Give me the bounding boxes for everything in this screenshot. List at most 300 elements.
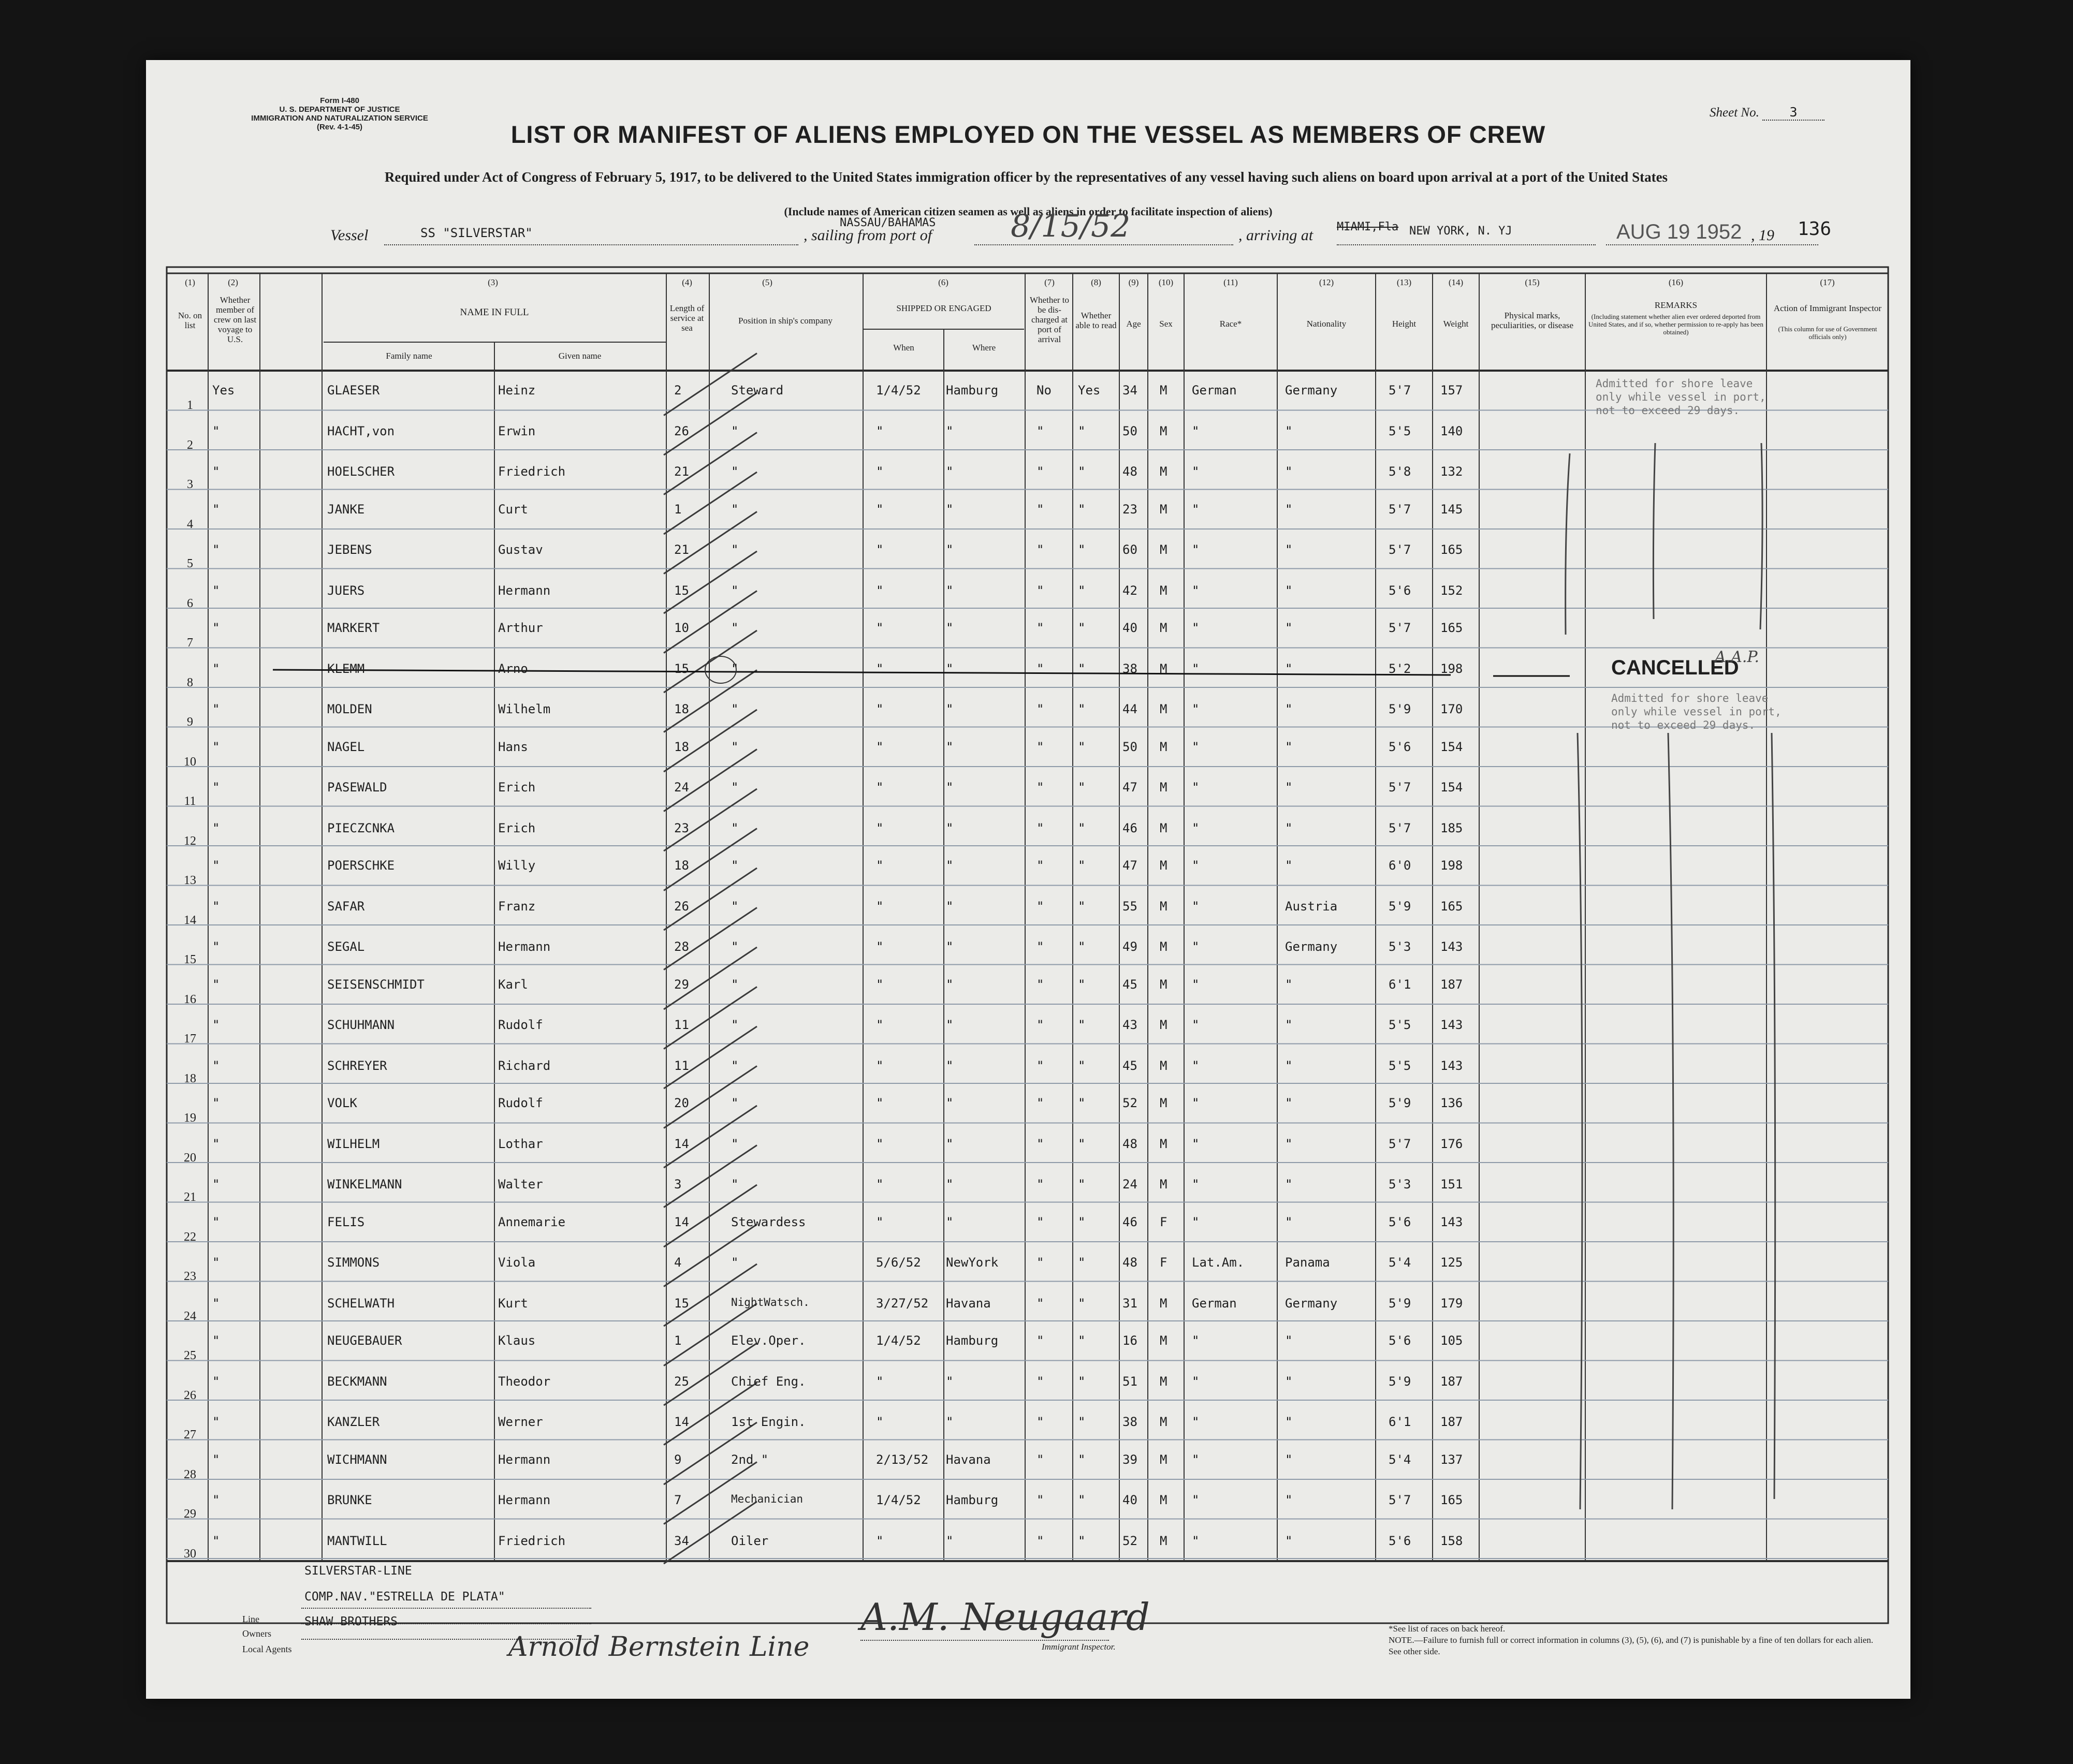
row-number: 10 — [184, 755, 196, 769]
weight: 165 — [1440, 621, 1463, 635]
member-last-voyage: " — [212, 1493, 220, 1507]
shipped-when: 2/13/52 — [876, 1452, 929, 1467]
given-name: Hermann — [498, 1452, 551, 1467]
length-of-service: 34 — [674, 1533, 689, 1548]
family-name: JUERS — [327, 583, 365, 598]
weight: 165 — [1440, 1493, 1463, 1507]
ship-position: Oiler — [731, 1533, 769, 1548]
member-last-voyage: " — [212, 621, 220, 635]
header-physical: Physical marks, peculiarities, or disease — [1491, 311, 1574, 330]
nationality: " — [1285, 1415, 1293, 1429]
header-family: Family name — [386, 351, 432, 361]
able-to-read: " — [1078, 1415, 1086, 1429]
nationality: " — [1285, 423, 1293, 438]
shipped-where: Hamburg — [946, 1333, 999, 1348]
member-last-voyage: " — [212, 899, 220, 914]
col-num: (17) — [1820, 277, 1835, 287]
footnote-races: *See list of races on back hereof. — [1389, 1624, 1506, 1634]
header-shipped: SHIPPED OR ENGAGED — [896, 303, 991, 313]
row-number: 24 — [184, 1309, 196, 1323]
sailing-label: , sailing from port of — [804, 227, 932, 244]
ship-position: " — [731, 583, 739, 598]
race: " — [1192, 1018, 1200, 1032]
age: 34 — [1122, 383, 1137, 398]
shipped-where: " — [946, 502, 954, 517]
sex: M — [1160, 502, 1167, 517]
height: 5'9 — [1389, 1096, 1411, 1110]
sex: M — [1160, 977, 1167, 992]
ship-position: " — [731, 542, 739, 557]
height: 5'5 — [1389, 1058, 1411, 1073]
sex: M — [1160, 1018, 1167, 1032]
length-of-service: 21 — [674, 542, 689, 557]
ship-position: " — [731, 464, 739, 479]
family-name: WINKELMANN — [327, 1177, 402, 1192]
height: 5'7 — [1389, 780, 1411, 795]
member-last-voyage: " — [212, 1374, 220, 1389]
row-rules — [167, 410, 1888, 1559]
given-name: Annemarie — [498, 1214, 566, 1229]
discharged: " — [1036, 702, 1044, 716]
family-name: SAFAR — [327, 899, 365, 914]
age: 47 — [1122, 858, 1137, 873]
discharged: " — [1036, 423, 1044, 438]
sex: M — [1160, 661, 1167, 676]
header-weight: Weight — [1443, 319, 1469, 329]
pen-tally-mark — [664, 1026, 757, 1089]
height: 5'7 — [1389, 1493, 1411, 1507]
header-member: Whether member of crew on last voyage to U.S. — [213, 295, 257, 344]
footer-line-label: Line — [242, 1614, 259, 1624]
year-label: , 19 — [1751, 227, 1774, 244]
ship-position: " — [731, 820, 739, 835]
nationality: " — [1285, 780, 1293, 795]
weight: 132 — [1440, 464, 1463, 479]
shipped-where: " — [946, 899, 954, 914]
age: 46 — [1122, 1214, 1137, 1229]
able-to-read: Yes — [1078, 383, 1101, 398]
shipped-where: " — [946, 1415, 954, 1429]
race: " — [1192, 1533, 1200, 1548]
family-name: BECKMANN — [327, 1374, 387, 1389]
age: 44 — [1122, 702, 1137, 716]
age: 31 — [1122, 1296, 1137, 1311]
shipped-where: " — [946, 1177, 954, 1192]
height: 5'7 — [1389, 542, 1411, 557]
weight: 176 — [1440, 1136, 1463, 1151]
discharged: " — [1036, 1177, 1044, 1192]
row-number: 2 — [187, 438, 193, 452]
sex: M — [1160, 939, 1167, 954]
able-to-read: " — [1078, 899, 1086, 914]
length-of-service: 14 — [674, 1415, 689, 1429]
length-of-service: 26 — [674, 423, 689, 438]
shipped-where: " — [946, 939, 954, 954]
ship-position: Stewardess — [731, 1214, 806, 1229]
able-to-read: " — [1078, 820, 1086, 835]
age: 45 — [1122, 977, 1137, 992]
row-number: 30 — [184, 1547, 196, 1561]
family-name: SCHELWATH — [327, 1296, 395, 1311]
ship-position: 1st Engin. — [731, 1415, 806, 1429]
discharged: " — [1036, 1533, 1044, 1548]
weight: 170 — [1440, 702, 1463, 716]
shipped-when: " — [876, 702, 884, 716]
age: 38 — [1122, 1415, 1137, 1429]
header-action: Action of Immigrant Inspector — [1773, 303, 1882, 313]
shipped-where: NewYork — [946, 1255, 999, 1270]
nationality: " — [1285, 702, 1293, 716]
given-name: Erwin — [498, 423, 536, 438]
pen-tally-mark — [664, 1502, 757, 1564]
given-name: Hans — [498, 739, 528, 754]
pen-tally-mark — [664, 908, 757, 970]
weight: 158 — [1440, 1533, 1463, 1548]
weight: 151 — [1440, 1177, 1463, 1192]
height: 5'5 — [1389, 1018, 1411, 1032]
header-sex: Sex — [1159, 319, 1173, 329]
member-last-voyage: " — [212, 858, 220, 873]
header-given: Given name — [558, 351, 602, 361]
row-number: 18 — [184, 1071, 196, 1085]
shipped-when: " — [876, 1096, 884, 1110]
weight: 185 — [1440, 820, 1463, 835]
age: 43 — [1122, 1018, 1137, 1032]
length-of-service: 1 — [674, 1333, 682, 1348]
inspector-initials: A.A.P. — [1715, 648, 1760, 666]
length-of-service: 18 — [674, 739, 689, 754]
ship-position: " — [731, 1177, 739, 1192]
discharged: " — [1036, 464, 1044, 479]
able-to-read: " — [1078, 464, 1086, 479]
member-last-voyage: " — [212, 1214, 220, 1229]
race: " — [1192, 1374, 1200, 1389]
member-last-voyage: " — [212, 542, 220, 557]
shipped-where: " — [946, 583, 954, 598]
row-number: 15 — [184, 953, 196, 966]
member-last-voyage: " — [212, 977, 220, 992]
line-name-1: SILVERSTAR-LINE — [304, 1564, 412, 1578]
weight: 165 — [1440, 542, 1463, 557]
ditto-lines — [1566, 443, 1775, 1509]
given-name: Lothar — [498, 1136, 543, 1151]
race: " — [1192, 502, 1200, 517]
col-num: (6) — [938, 277, 948, 287]
sex: M — [1160, 383, 1167, 398]
able-to-read: " — [1078, 621, 1086, 635]
shipped-where: " — [946, 1058, 954, 1073]
footer-owners-label: Owners — [242, 1628, 271, 1639]
shipped-where: " — [946, 739, 954, 754]
age: 50 — [1122, 423, 1137, 438]
weight: 105 — [1440, 1333, 1463, 1348]
vessel-name: SS "SILVERSTAR" — [420, 226, 533, 240]
row-number: 29 — [184, 1507, 196, 1521]
shipped-where: " — [946, 542, 954, 557]
discharged: " — [1036, 1333, 1044, 1348]
sex: M — [1160, 1415, 1167, 1429]
family-name: JEBENS — [327, 542, 372, 557]
ship-position: " — [731, 1136, 739, 1151]
col-num: (14) — [1448, 277, 1464, 287]
height: 5'4 — [1389, 1255, 1411, 1270]
nationality: " — [1285, 583, 1293, 598]
member-last-voyage: " — [212, 1333, 220, 1348]
age: 49 — [1122, 939, 1137, 954]
family-name: SCHREYER — [327, 1058, 387, 1073]
shipped-where: " — [946, 1214, 954, 1229]
height: 5'3 — [1389, 939, 1411, 954]
sex: M — [1160, 423, 1167, 438]
shipped-when: " — [876, 1177, 884, 1192]
col-num: (15) — [1525, 277, 1540, 287]
row-number: 22 — [184, 1230, 196, 1244]
row-number: 13 — [184, 874, 196, 887]
service: IMMIGRATION AND NATURALIZATION SERVICE — [251, 114, 428, 123]
able-to-read: " — [1078, 1493, 1086, 1507]
able-to-read: " — [1078, 1018, 1086, 1032]
pen-tally-mark — [664, 551, 757, 613]
sex: F — [1160, 1255, 1167, 1270]
family-name: MARKERT — [327, 621, 380, 635]
shipped-when: " — [876, 739, 884, 754]
row-number: 20 — [184, 1151, 196, 1165]
shipped-when: " — [876, 583, 884, 598]
height: 5'9 — [1389, 899, 1411, 914]
discharged: " — [1036, 858, 1044, 873]
shipped-when: " — [876, 820, 884, 835]
shipped-when: " — [876, 1058, 884, 1073]
length-of-service: 11 — [674, 1018, 689, 1032]
nationality: " — [1285, 1374, 1293, 1389]
shipped-when: " — [876, 1415, 884, 1429]
nationality: " — [1285, 542, 1293, 557]
height: 5'6 — [1389, 1214, 1411, 1229]
height: 5'2 — [1389, 661, 1411, 676]
row-number: 27 — [184, 1428, 196, 1442]
sex: M — [1160, 1333, 1167, 1348]
shipped-where: " — [946, 1018, 954, 1032]
weight: 187 — [1440, 1415, 1463, 1429]
row-number: 16 — [184, 992, 196, 1006]
able-to-read: " — [1078, 1533, 1086, 1548]
family-name: PIECZCNKA — [327, 820, 395, 835]
member-last-voyage: " — [212, 661, 220, 676]
race: " — [1192, 702, 1200, 716]
age: 24 — [1122, 1177, 1137, 1192]
family-name: WILHELM — [327, 1136, 380, 1151]
age: 60 — [1122, 542, 1137, 557]
discharged: " — [1036, 1493, 1044, 1507]
weight: 137 — [1440, 1452, 1463, 1467]
race: " — [1192, 780, 1200, 795]
ship-position: " — [731, 621, 739, 635]
header-no: No. on list — [178, 311, 202, 330]
port-struck: MIAMI,Fla — [1337, 220, 1399, 233]
nationality: " — [1285, 464, 1293, 479]
arrival-stamp: AUG 19 1952 — [1616, 220, 1742, 243]
age: 38 — [1122, 661, 1137, 676]
length-of-service: 2 — [674, 383, 682, 398]
discharged: " — [1036, 1136, 1044, 1151]
sex: M — [1160, 1533, 1167, 1548]
table-border — [167, 267, 1888, 1623]
member-last-voyage: " — [212, 1018, 220, 1032]
member-last-voyage: " — [212, 1533, 220, 1548]
header-name: NAME IN FULL — [460, 307, 529, 318]
row-number: 26 — [184, 1388, 196, 1402]
remark-shore-leave-1: Admitted for shore leave only while vessel in port, not to exceed 29 days. — [1596, 377, 1766, 417]
nationality: " — [1285, 1177, 1293, 1192]
given-name: Walter — [498, 1177, 543, 1192]
family-name: NAGEL — [327, 739, 365, 754]
weight: 140 — [1440, 423, 1463, 438]
age: 45 — [1122, 1058, 1137, 1073]
member-last-voyage: " — [212, 583, 220, 598]
given-name: Klaus — [498, 1333, 536, 1348]
nationality: Germany — [1285, 1296, 1338, 1311]
weight: 179 — [1440, 1296, 1463, 1311]
able-to-read: " — [1078, 702, 1086, 716]
nationality: " — [1285, 621, 1293, 635]
age: 48 — [1122, 464, 1137, 479]
sex: M — [1160, 1493, 1167, 1507]
ship-position: NightWatsch. — [731, 1296, 810, 1309]
given-name: Franz — [498, 899, 536, 914]
handwritten-date: 8/15/52 — [1011, 208, 1131, 244]
race: " — [1192, 583, 1200, 598]
row-number: 3 — [187, 478, 193, 491]
row-number: 5 — [187, 557, 193, 570]
age: 55 — [1122, 899, 1137, 914]
family-name: HOELSCHER — [327, 464, 395, 479]
family-name: MANTWILL — [327, 1533, 387, 1548]
col-num: (4) — [682, 277, 692, 287]
row-number: 14 — [184, 913, 196, 927]
shipped-when: " — [876, 939, 884, 954]
sex: M — [1160, 1177, 1167, 1192]
shipped-when: 3/27/52 — [876, 1296, 929, 1311]
discharged: " — [1036, 820, 1044, 835]
discharged: " — [1036, 939, 1044, 954]
ship-position: " — [731, 1255, 739, 1270]
ship-position: Elev.Oper. — [731, 1333, 806, 1348]
header-discharged: Whether to be dis-charged at port of arrival — [1030, 295, 1069, 344]
nationality: Austria — [1285, 899, 1338, 914]
header-position: Position in ship's company — [738, 316, 833, 326]
shipped-where: " — [946, 977, 954, 992]
shipped-when: " — [876, 464, 884, 479]
able-to-read: " — [1078, 1214, 1086, 1229]
ship-position: " — [731, 423, 739, 438]
col-num: (12) — [1319, 277, 1334, 287]
age: 52 — [1122, 1096, 1137, 1110]
discharged: " — [1036, 583, 1044, 598]
weight: 145 — [1440, 502, 1463, 517]
age: 16 — [1122, 1333, 1137, 1348]
col-num: (13) — [1396, 277, 1412, 287]
header-where: Where — [972, 343, 996, 352]
ship-position: " — [731, 780, 739, 795]
race: " — [1192, 820, 1200, 835]
member-last-voyage: " — [212, 820, 220, 835]
age: 40 — [1122, 621, 1137, 635]
given-name: Gustav — [498, 542, 543, 557]
col-num: (16) — [1668, 277, 1684, 287]
age: 50 — [1122, 739, 1137, 754]
ship-position: 2nd " — [731, 1452, 769, 1467]
age: 48 — [1122, 1255, 1137, 1270]
able-to-read: " — [1078, 583, 1086, 598]
row-number: 11 — [184, 795, 196, 808]
length-of-service: 18 — [674, 702, 689, 716]
weight: 165 — [1440, 899, 1463, 914]
race: " — [1192, 1214, 1200, 1229]
header-length: Length of service at sea — [669, 303, 705, 333]
length-of-service: 15 — [674, 583, 689, 598]
shipped-when: 1/4/52 — [876, 1333, 921, 1348]
shipped-when: " — [876, 858, 884, 873]
race: " — [1192, 977, 1200, 992]
col-num: (8) — [1091, 277, 1101, 287]
pen-tally-mark — [664, 1383, 757, 1445]
family-name: WICHMANN — [327, 1452, 387, 1467]
length-of-service: 15 — [674, 1296, 689, 1311]
header-height: Height — [1392, 319, 1417, 329]
cancelled-stamp: CANCELLED — [1611, 656, 1739, 679]
length-of-service: 14 — [674, 1136, 689, 1151]
ship-position: Steward — [731, 383, 784, 398]
sex: M — [1160, 820, 1167, 835]
age: 48 — [1122, 1136, 1137, 1151]
member-last-voyage: " — [212, 1415, 220, 1429]
discharged: " — [1036, 1058, 1044, 1073]
height: 5'8 — [1389, 464, 1411, 479]
shipped-where: " — [946, 423, 954, 438]
race: " — [1192, 1452, 1200, 1467]
instruction-note: (Include names of American citizen seamen as well as aliens in order to facilitate inspection of aliens) — [784, 205, 1273, 218]
given-name: Rudolf — [498, 1096, 543, 1110]
member-last-voyage: " — [212, 1136, 220, 1151]
length-of-service: 4 — [674, 1255, 682, 1270]
corner-number: 136 — [1798, 218, 1832, 240]
age: 23 — [1122, 502, 1137, 517]
able-to-read: " — [1078, 1374, 1086, 1389]
shipped-where: Hamburg — [946, 1493, 999, 1507]
able-to-read: " — [1078, 1255, 1086, 1270]
sex: M — [1160, 899, 1167, 914]
weight: 154 — [1440, 780, 1463, 795]
shipped-when: " — [876, 661, 884, 676]
pen-tally-mark — [664, 1264, 757, 1326]
able-to-read: " — [1078, 858, 1086, 873]
discharged: " — [1036, 780, 1044, 795]
family-name: MOLDEN — [327, 702, 372, 716]
able-to-read: " — [1078, 1058, 1086, 1073]
shipped-when: " — [876, 502, 884, 517]
shipped-where: " — [946, 1136, 954, 1151]
age: 39 — [1122, 1452, 1137, 1467]
given-name: Hermann — [498, 583, 551, 598]
given-name: Werner — [498, 1415, 543, 1429]
row-number: 6 — [187, 596, 193, 610]
age: 47 — [1122, 780, 1137, 795]
nationality: " — [1285, 1096, 1293, 1110]
nationality: " — [1285, 977, 1293, 992]
nationality: " — [1285, 1533, 1293, 1548]
port-from: NASSAU/BAHAMAS — [840, 216, 936, 229]
member-last-voyage: " — [212, 780, 220, 795]
